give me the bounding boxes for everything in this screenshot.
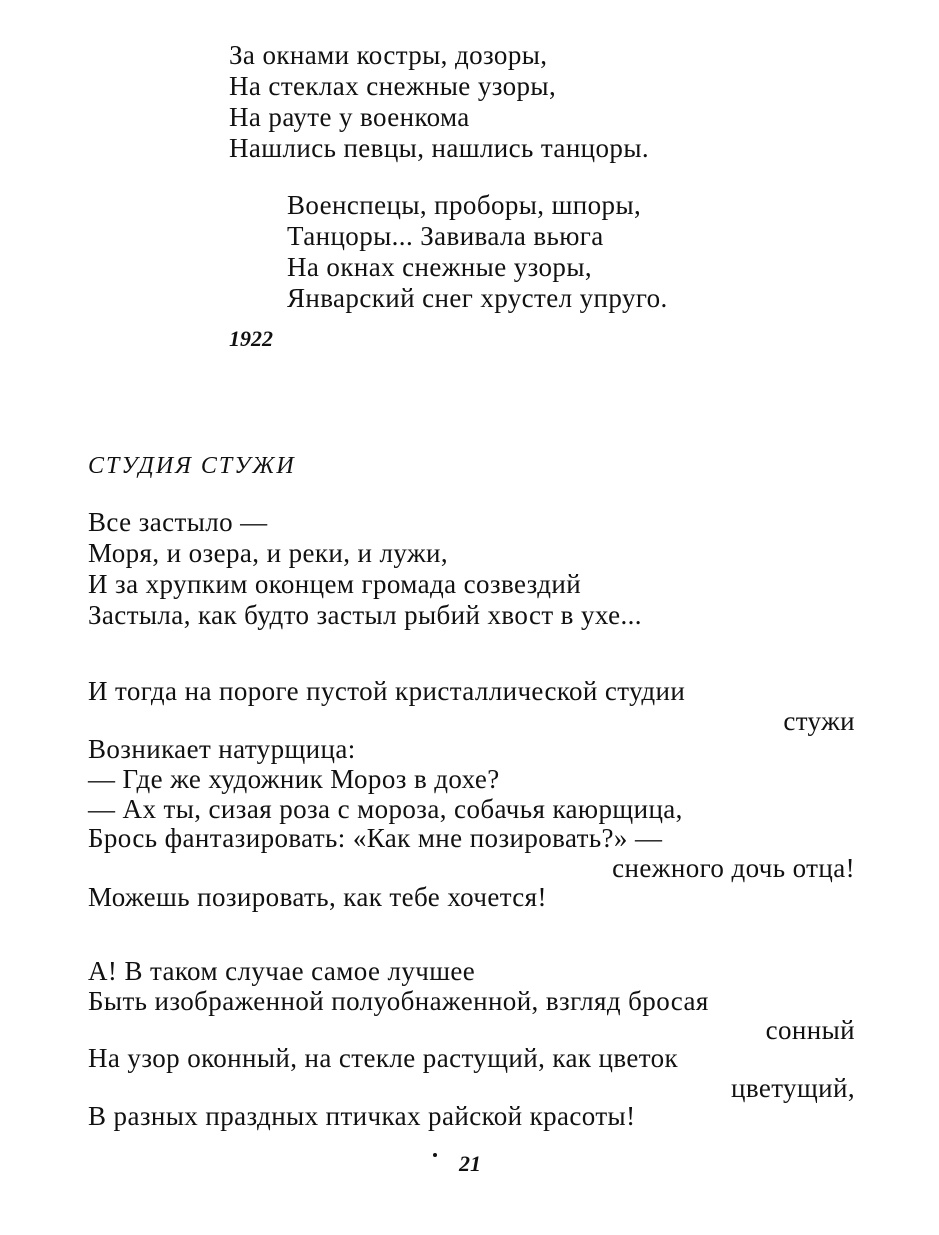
poem1-stanza1-line-2: На стеклах снежные узоры, [229, 71, 557, 101]
poem1-stanza2-line-4: Январский снег хрустел упруго. [287, 283, 668, 313]
poem2-stanza3-line-4: На узор оконный, на стекле растущий, как цветок [88, 1043, 679, 1073]
page-number: 21 [459, 1151, 481, 1176]
poem2-stanza3-line-5: цветущий, [730, 1073, 855, 1103]
poem1-stanza1-line-4: Нашлись певцы, нашлись танцоры. [229, 133, 650, 163]
print-speck [433, 1153, 437, 1157]
poem1-stanza2-line-2: Танцоры... Завивала вьюга [287, 221, 604, 251]
poem1-stanza1-line-1: За окнами костры, дозоры, [229, 40, 548, 70]
poem2-stanza2-line-5: — Ах ты, сизая роза с мороза, собачья каюрщица, [88, 794, 683, 824]
poem1-stanza1-line-3: На рауте у военкома [229, 102, 470, 132]
poem1-year: 1922 [229, 326, 273, 351]
poem2-stanza3-line-3: сонный [765, 1015, 855, 1045]
poem2-stanza2-line-3: Возникает натурщица: [88, 734, 356, 764]
poem2-stanza2-line-1: И тогда на пороге пустой кристаллической студии [88, 676, 686, 706]
poem2-stanza3-line-6: В разных праздных птичках райской красоты! [88, 1101, 636, 1131]
poem2-stanza2-line-4: — Где же художник Мороз в дохе? [88, 764, 500, 794]
poem2-stanza3-line-2: Быть изображенной полуобнаженной, взгляд бросая [88, 986, 709, 1016]
poem2-stanza2-line-2: стужи [783, 706, 855, 736]
poem1-stanza2-line-1: Военспецы, проборы, шпоры, [287, 190, 642, 220]
poem1-stanza2-line-3: На окнах снежные узоры, [287, 252, 593, 282]
poem2-stanza2-line-7: снежного дочь отца! [612, 853, 855, 883]
poem2-stanza2-line-6: Брось фантазировать: «Как мне позировать?» — [88, 823, 663, 853]
poem2-title: СТУДИЯ СТУЖИ [88, 453, 296, 479]
poem2-stanza1-line-4: Застыла, как будто застыл рыбий хвост в ухе... [88, 600, 642, 630]
poem2-stanza3-line-1: А! В таком случае самое лучшее [88, 956, 476, 986]
poem2-stanza1-line-2: Моря, и озера, и реки, и лужи, [88, 538, 449, 568]
poem2-stanza1-line-3: И за хрупким оконцем громада созвездий [88, 569, 582, 599]
poem2-stanza2-line-8: Можешь позировать, как тебе хочется! [88, 882, 547, 912]
poem2-stanza1-line-1: Все застыло — [88, 507, 268, 537]
